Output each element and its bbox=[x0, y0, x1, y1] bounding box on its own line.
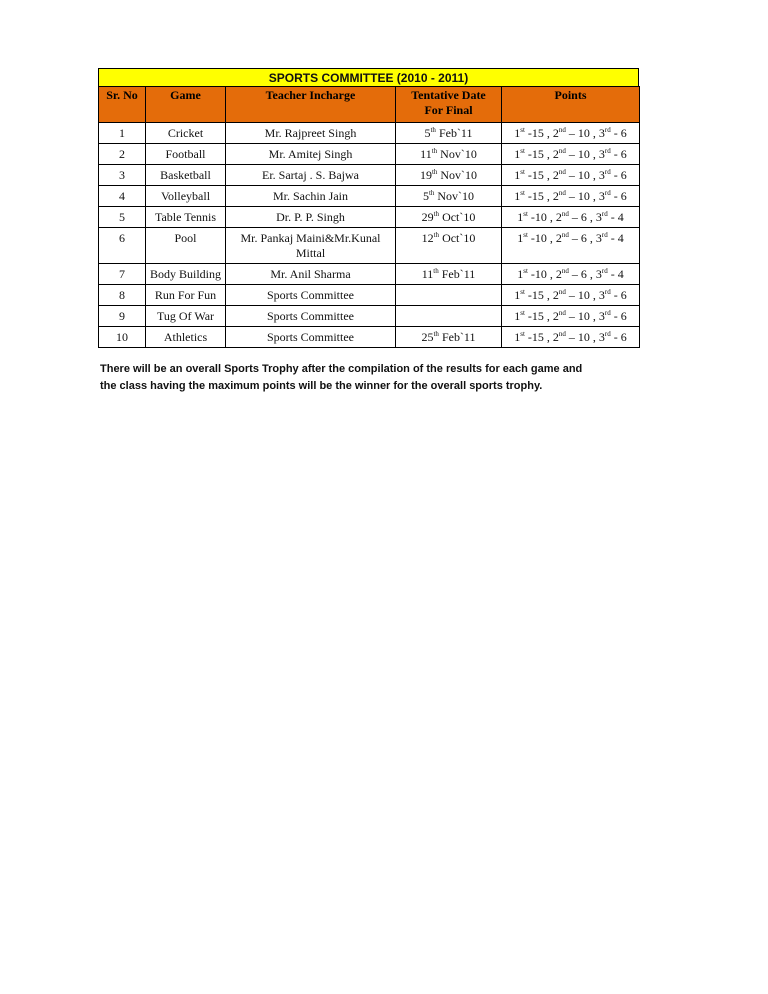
cell-date bbox=[396, 228, 502, 264]
cell-sr-no: 2 bbox=[99, 144, 146, 165]
points-third-suffix: rd bbox=[604, 126, 611, 134]
cell-teacher: Mr. Sachin Jain bbox=[226, 186, 396, 207]
points-third-suffix: rd bbox=[601, 267, 608, 275]
points-third-suffix: rd bbox=[604, 189, 611, 197]
points-first: 1 bbox=[517, 210, 524, 224]
points-second-suffix: nd bbox=[558, 168, 566, 176]
points-third-suffix: rd bbox=[604, 288, 611, 296]
cell-sr-no: 10 bbox=[99, 327, 146, 348]
points-first-value: -15 , 2 bbox=[524, 288, 559, 302]
table-row bbox=[99, 165, 640, 186]
date-suffix: th bbox=[428, 189, 435, 197]
date-suffix: th bbox=[431, 147, 438, 155]
cell-sr-no: 4 bbox=[99, 186, 146, 207]
points-second-value: – 10 , 3 bbox=[565, 147, 605, 161]
points-third-value: - 6 bbox=[610, 189, 627, 203]
points-third-value: - 4 bbox=[607, 267, 624, 281]
cell-game: Athletics bbox=[146, 327, 226, 348]
sheet-title: SPORTS COMMITTEE (2010 - 2011) bbox=[98, 68, 639, 86]
table-row bbox=[99, 144, 640, 165]
points-second-value: – 10 , 3 bbox=[565, 189, 605, 203]
points-first: 1 bbox=[514, 288, 521, 302]
points-second-value: – 6 , 3 bbox=[568, 267, 602, 281]
cell-game: Pool bbox=[146, 228, 226, 264]
points-first-suffix: st bbox=[520, 330, 525, 338]
points-second-value: – 10 , 3 bbox=[565, 330, 605, 344]
cell-teacher: Sports Committee bbox=[226, 306, 396, 327]
cell-date bbox=[396, 306, 502, 327]
points-first-value: -15 , 2 bbox=[524, 189, 559, 203]
cell-points bbox=[502, 165, 640, 186]
cell-teacher: Mr. Anil Sharma bbox=[226, 264, 396, 285]
points-second-suffix: nd bbox=[558, 330, 566, 338]
points-first-suffix: st bbox=[523, 267, 528, 275]
cell-date bbox=[396, 165, 502, 186]
points-first-suffix: st bbox=[520, 309, 525, 317]
points-second-suffix: nd bbox=[558, 147, 566, 155]
points-third-value: - 6 bbox=[610, 330, 627, 344]
cell-date bbox=[396, 327, 502, 348]
table-row bbox=[99, 264, 640, 285]
points-second-value: – 10 , 3 bbox=[565, 168, 605, 182]
points-third-value: - 6 bbox=[610, 309, 627, 323]
date-month-year: Feb`11 bbox=[438, 267, 476, 281]
points-first-value: -10 , 2 bbox=[527, 267, 562, 281]
date-suffix: th bbox=[431, 168, 438, 176]
points-first-value: -15 , 2 bbox=[524, 147, 559, 161]
points-second-value: – 6 , 3 bbox=[568, 231, 602, 245]
cell-game: Table Tennis bbox=[146, 207, 226, 228]
schedule-table bbox=[98, 86, 640, 348]
header-sr-no: Sr. No bbox=[99, 87, 146, 123]
cell-game: Body Building bbox=[146, 264, 226, 285]
points-second-suffix: nd bbox=[558, 309, 566, 317]
points-first-value: -15 , 2 bbox=[524, 168, 559, 182]
cell-date bbox=[396, 285, 502, 306]
points-first-value: -10 , 2 bbox=[527, 210, 562, 224]
date-day: 11 bbox=[421, 267, 434, 281]
cell-teacher: Mr. Amitej Singh bbox=[226, 144, 396, 165]
cell-date bbox=[396, 144, 502, 165]
date-day: 5 bbox=[422, 189, 429, 203]
header-row bbox=[99, 87, 640, 123]
date-suffix: th bbox=[433, 330, 439, 338]
cell-game: Cricket bbox=[146, 123, 226, 144]
date-month-year: Nov`10 bbox=[434, 189, 475, 203]
points-first: 1 bbox=[517, 267, 524, 281]
points-third-suffix: rd bbox=[604, 309, 611, 317]
cell-points bbox=[502, 207, 640, 228]
date-day: 12 bbox=[421, 231, 434, 245]
header-date-line2: For Final bbox=[424, 103, 473, 117]
cell-teacher: Sports Committee bbox=[226, 285, 396, 306]
points-third-value: - 6 bbox=[610, 288, 627, 302]
cell-date bbox=[396, 186, 502, 207]
date-month-year: Nov`10 bbox=[437, 147, 477, 161]
cell-sr-no: 3 bbox=[99, 165, 146, 186]
date-day: 29 bbox=[421, 210, 434, 224]
date-month-year: Nov`10 bbox=[437, 168, 478, 182]
points-third-suffix: rd bbox=[601, 210, 608, 218]
header-date-line1: Tentative Date bbox=[411, 88, 486, 102]
points-first-value: -10 , 2 bbox=[527, 231, 562, 245]
points-first: 1 bbox=[514, 189, 521, 203]
cell-points bbox=[502, 285, 640, 306]
points-first: 1 bbox=[514, 330, 521, 344]
cell-sr-no: 9 bbox=[99, 306, 146, 327]
points-third-value: - 6 bbox=[610, 126, 627, 140]
cell-points bbox=[502, 264, 640, 285]
date-suffix: th bbox=[433, 267, 439, 275]
points-first: 1 bbox=[517, 231, 524, 245]
cell-points bbox=[502, 186, 640, 207]
points-first: 1 bbox=[514, 126, 521, 140]
cell-game: Volleyball bbox=[146, 186, 226, 207]
cell-date bbox=[396, 123, 502, 144]
table-row bbox=[99, 327, 640, 348]
cell-teacher: Dr. P. P. Singh bbox=[226, 207, 396, 228]
cell-date bbox=[396, 207, 502, 228]
cell-game: Basketball bbox=[146, 165, 226, 186]
date-month-year: Oct`10 bbox=[439, 210, 476, 224]
cell-points bbox=[502, 123, 640, 144]
date-suffix: th bbox=[433, 210, 440, 218]
trophy-note bbox=[100, 361, 700, 395]
points-second-value: – 6 , 3 bbox=[568, 210, 602, 224]
points-third-suffix: rd bbox=[604, 168, 611, 176]
cell-sr-no: 6 bbox=[99, 228, 146, 264]
points-second-suffix: nd bbox=[558, 288, 566, 296]
date-month-year: Feb`11 bbox=[435, 126, 473, 140]
points-first-suffix: st bbox=[523, 231, 528, 239]
cell-teacher: Sports Committee bbox=[226, 327, 396, 348]
cell-points bbox=[502, 228, 640, 264]
points-third-value: - 6 bbox=[610, 168, 627, 182]
date-month-year: Feb`11 bbox=[438, 330, 476, 344]
cell-game: Football bbox=[146, 144, 226, 165]
date-day: 5 bbox=[424, 126, 431, 140]
points-first-value: -15 , 2 bbox=[524, 126, 559, 140]
cell-teacher: Mr. Pankaj Maini&Mr.Kunal Mittal bbox=[226, 228, 396, 264]
cell-sr-no: 5 bbox=[99, 207, 146, 228]
cell-points bbox=[502, 327, 640, 348]
points-first-suffix: st bbox=[520, 168, 525, 176]
trophy-note-line2: the class having the maximum points will be the winner for the overall sports trophy. bbox=[100, 380, 543, 392]
points-first: 1 bbox=[514, 168, 521, 182]
points-second-value: – 10 , 3 bbox=[565, 288, 605, 302]
points-second-suffix: nd bbox=[558, 189, 566, 197]
points-first: 1 bbox=[514, 147, 521, 161]
points-first-suffix: st bbox=[520, 126, 525, 134]
table-row bbox=[99, 123, 640, 144]
points-first-suffix: st bbox=[520, 288, 525, 296]
points-second-suffix: nd bbox=[561, 267, 569, 275]
points-first-value: -15 , 2 bbox=[524, 309, 559, 323]
sports-committee-sheet bbox=[98, 68, 639, 348]
cell-sr-no: 7 bbox=[99, 264, 146, 285]
points-second-value: – 10 , 3 bbox=[565, 309, 605, 323]
header-points: Points bbox=[502, 87, 640, 123]
date-day: 25 bbox=[421, 330, 434, 344]
points-second-suffix: nd bbox=[561, 210, 569, 218]
table-row bbox=[99, 306, 640, 327]
points-first-suffix: st bbox=[523, 210, 528, 218]
date-month-year: Oct`10 bbox=[439, 231, 476, 245]
table-row bbox=[99, 207, 640, 228]
cell-points bbox=[502, 144, 640, 165]
cell-sr-no: 8 bbox=[99, 285, 146, 306]
points-third-value: - 4 bbox=[607, 210, 624, 224]
trophy-note-line1: There will be an overall Sports Trophy after the compilation of the results for each game and bbox=[100, 363, 583, 375]
cell-teacher: Er. Sartaj . S. Bajwa bbox=[226, 165, 396, 186]
header-game: Game bbox=[146, 87, 226, 123]
cell-date bbox=[396, 264, 502, 285]
points-second-suffix: nd bbox=[558, 126, 566, 134]
cell-points bbox=[502, 306, 640, 327]
points-first-suffix: st bbox=[520, 147, 525, 155]
points-third-value: - 6 bbox=[610, 147, 627, 161]
header-teacher: Teacher Incharge bbox=[226, 87, 396, 123]
points-third-suffix: rd bbox=[604, 330, 611, 338]
cell-sr-no: 1 bbox=[99, 123, 146, 144]
points-second-value: – 10 , 3 bbox=[565, 126, 605, 140]
cell-game: Run For Fun bbox=[146, 285, 226, 306]
points-third-suffix: rd bbox=[604, 147, 611, 155]
points-first-suffix: st bbox=[520, 189, 525, 197]
points-third-suffix: rd bbox=[601, 231, 608, 239]
table-row bbox=[99, 186, 640, 207]
date-suffix: th bbox=[433, 231, 440, 239]
points-first: 1 bbox=[514, 309, 521, 323]
points-second-suffix: nd bbox=[561, 231, 569, 239]
date-suffix: th bbox=[430, 126, 436, 134]
date-day: 11 bbox=[420, 147, 432, 161]
header-date bbox=[396, 87, 502, 123]
points-third-value: - 4 bbox=[607, 231, 624, 245]
points-first-value: -15 , 2 bbox=[524, 330, 559, 344]
date-day: 19 bbox=[419, 168, 432, 182]
table-row bbox=[99, 285, 640, 306]
table-row bbox=[99, 228, 640, 264]
cell-game: Tug Of War bbox=[146, 306, 226, 327]
cell-teacher: Mr. Rajpreet Singh bbox=[226, 123, 396, 144]
